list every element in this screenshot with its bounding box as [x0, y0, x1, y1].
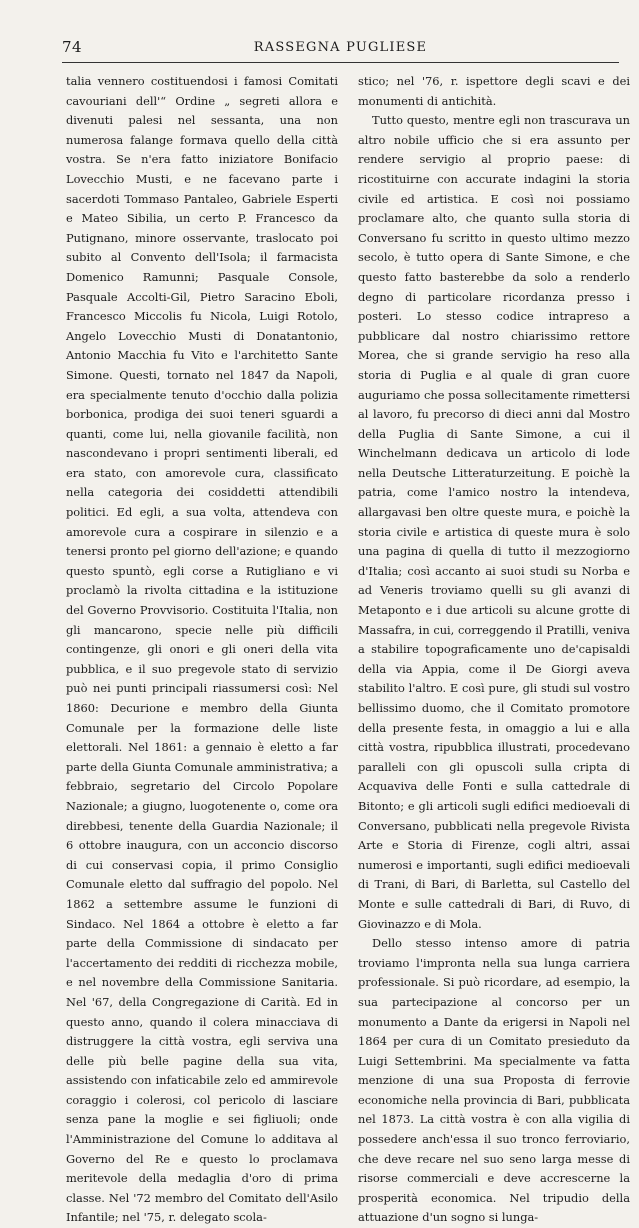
paragraph: stico; nel '76, r. ispettore degli scavi e dei monumenti di antichità.	[358, 74, 630, 108]
paragraph: talia vennero costituendosi i famosi Comitati cavouriani dell'“ Ordine „ segreti allora e divenuti palesi nel sessanta, una non numerosa falange formava quello della città vostra. Se n'era fatto iniziatore Bonifacio Lovecchio Musti, e ne facevano parte i sacerdoti Tommaso Pantaleo, Gabriele Esperti e Mateo Sibilia, un certo P. Francesco da Putignano, minore osservante, traslocato poi subito al Convento dell'Isola; il farmacista Domenico Ramunni; Pasquale Console, Pasquale Accolti-Gil, Pietro Saracino Eboli, Francesco Miccolis fu Nicola, Luigi Rotolo, Angelo Lovecchio Musti di Donatantonio, Antonio Macchia fu Vito e l'architetto Sante Simone. Questi, tornato nel 1847 da Napoli, era specialmente tenuto d'occhio dalla polizia borbonica, prodiga dei suoi teneri sguardi a quanti, come lui, nella giovanile facilità, non nascondevano i propri sentimenti liberali, ed era stato, con amorevole cura, classificato nella categoria dei cosiddetti attendibili politici. Ed egli, a sua volta, attendeva con amorevole cura a cospirare in silenzio e a tenersi pronto pel giorno dell'azione; e quando questo spuntò, egli corse a Rutigliano e vi proclamò la rivolta cittadina e la istituzione del Governo Provvisorio. Costituita l'Italia, non gli mancarono, specie nelle più difficili contingenze, gli onori e gli oneri della vita pubblica, e il suo pregevole stato di servizio può nei punti principali riassumersi così: Nel 1860: Decurione e membro della Giunta Comunale per la formazione delle liste elettorali. Nel 1861: a gennaio è eletto a far parte della Giunta Comunale amministrativa; a febbraio, segretario del Circolo Popolare Nazionale; a giugno, luogotenente o, come ora direbbesi, tenente della Guardia Nazionale; il 6 ottobre inaugura, con un acconcio discorso di cui conservasi copia, il primo Consiglio Comunale eletto dal suffragio del popolo. Nel 1862 a settembre assume le funzioni di Sindaco. Nel 1864 a ottobre è eletto a far parte della Commissione di sindacato per l'accertamento dei redditi di ricchezza mobile, e nel novembre della Commissione Sanitaria. Nel '67, della Congregazione di Carità. Ed in questo anno, quando il colera minacciava di distruggere la città vostra, egli serviva una delle più belle pagine della sua vita, assistendo con infaticabile zelo ed ammirevole coraggio i colerosi, col pericolo di lasciare senza pane la moglie e sei figliuoli; onde l'Amministrazione del Comune lo additava al Governo del Re e questo lo proclamava meritevole della medaglia d'oro di prima classe. Nel '72 membro del Comitato dell'Asilo Infantile; nel '75, r. delegato scola-	[66, 74, 338, 1225]
header-rule	[62, 62, 619, 63]
paragraph: Tutto questo, mentre egli non trascurava un altro nobile ufficio che si era assunto per rendere servigio al proprio paese: di ricostituirne con accurate indagini la storia civile ed artistica. E così noi possiamo proclamare alto, che quanto sulla storia di Conversano fu scritto in questo ultimo mezzo secolo, è tutto opera di Sante Simone, e che questo fatto basterebbe da solo a renderlo degno di particolare ricordanza presso i posteri. Lo stesso codice intrapreso a pubblicare dal nostro chiarissimo rettore Morea, che si grande servigio ha reso alla storia di Puglia e al quale di gran cuore auguriamo che possa sollecitamente rimettersi al lavoro, fu precorso di dieci anni dal Mostro della Puglia di Sante Simone, a cui il Winchelmann dedicava un articolo di lode nella Deutsche Litteraturzeitung. E poichè la patria, come l'amico nostro la intendeva, allargavasi ben oltre queste mura, e poichè la storia civile e artistica di queste mura è solo una pagina di quella di tutto il mezzogiorno d'Italia; così accanto ai suoi studi su Norba e ad Veneris troviamo quelli su gli avanzi di Metaponto e i due articoli su alcune grotte di Massafra, in cui, correggendo il Pratilli, veniva a stabilire topograficamente uno de'capisaldi della via Appia, come il De Giorgi aveva stabilito l'altro. E così pure, gli studi sul vostro bellissimo duomo, che il Comitato promotore della presente festa, in omaggio a lui e alla città vostra, ripubblica illustrati, procedevano paralleli con gli opuscoli sulla cripta di Acquaviva delle Fonti e sulla cattedrale di Bitonto; e gli articoli sugli edifici medioevali di Conversano, pubblicati nella pregevole Rivista Arte e Storia di Firenze, cogli altri, assai numerosi e importanti, sugli edifici medioevali di Trani, di Bari, di Barletta, sul Castello del Monte e sulle cattedrali di Bari, di Ruvo, di Giovinazzo e di Mola.	[358, 113, 630, 931]
running-title: RASSEGNA PUGLIESE	[253, 40, 428, 55]
right-column	[358, 72, 630, 1228]
left-column	[66, 72, 338, 1228]
page-number: 74	[62, 38, 83, 56]
paragraph: Dello stesso intenso amore di patria troviamo l'impronta nella sua lunga carriera professionale. Si può ricordare, ad esempio, la sua partecipazione al concorso per un monumento a Dante da erigersi in Napoli nel 1864 per cura di un Comitato presieduto da Luigi Settembrini. Ma specialmente va fatta menzione di una sua Proposta di ferrovie economiche nella provincia di Bari, pubblicata nel 1873. La città vostra è con alla vigilia di possedere anch'essa il suo tronco ferroviario, che deve recare nel suo seno larga messe di risorse commerciali e deve accrescerne la prosperità economica. Nel tripudio della attuazione d'un sogno si lunga-	[358, 936, 630, 1225]
page-header	[62, 38, 619, 60]
